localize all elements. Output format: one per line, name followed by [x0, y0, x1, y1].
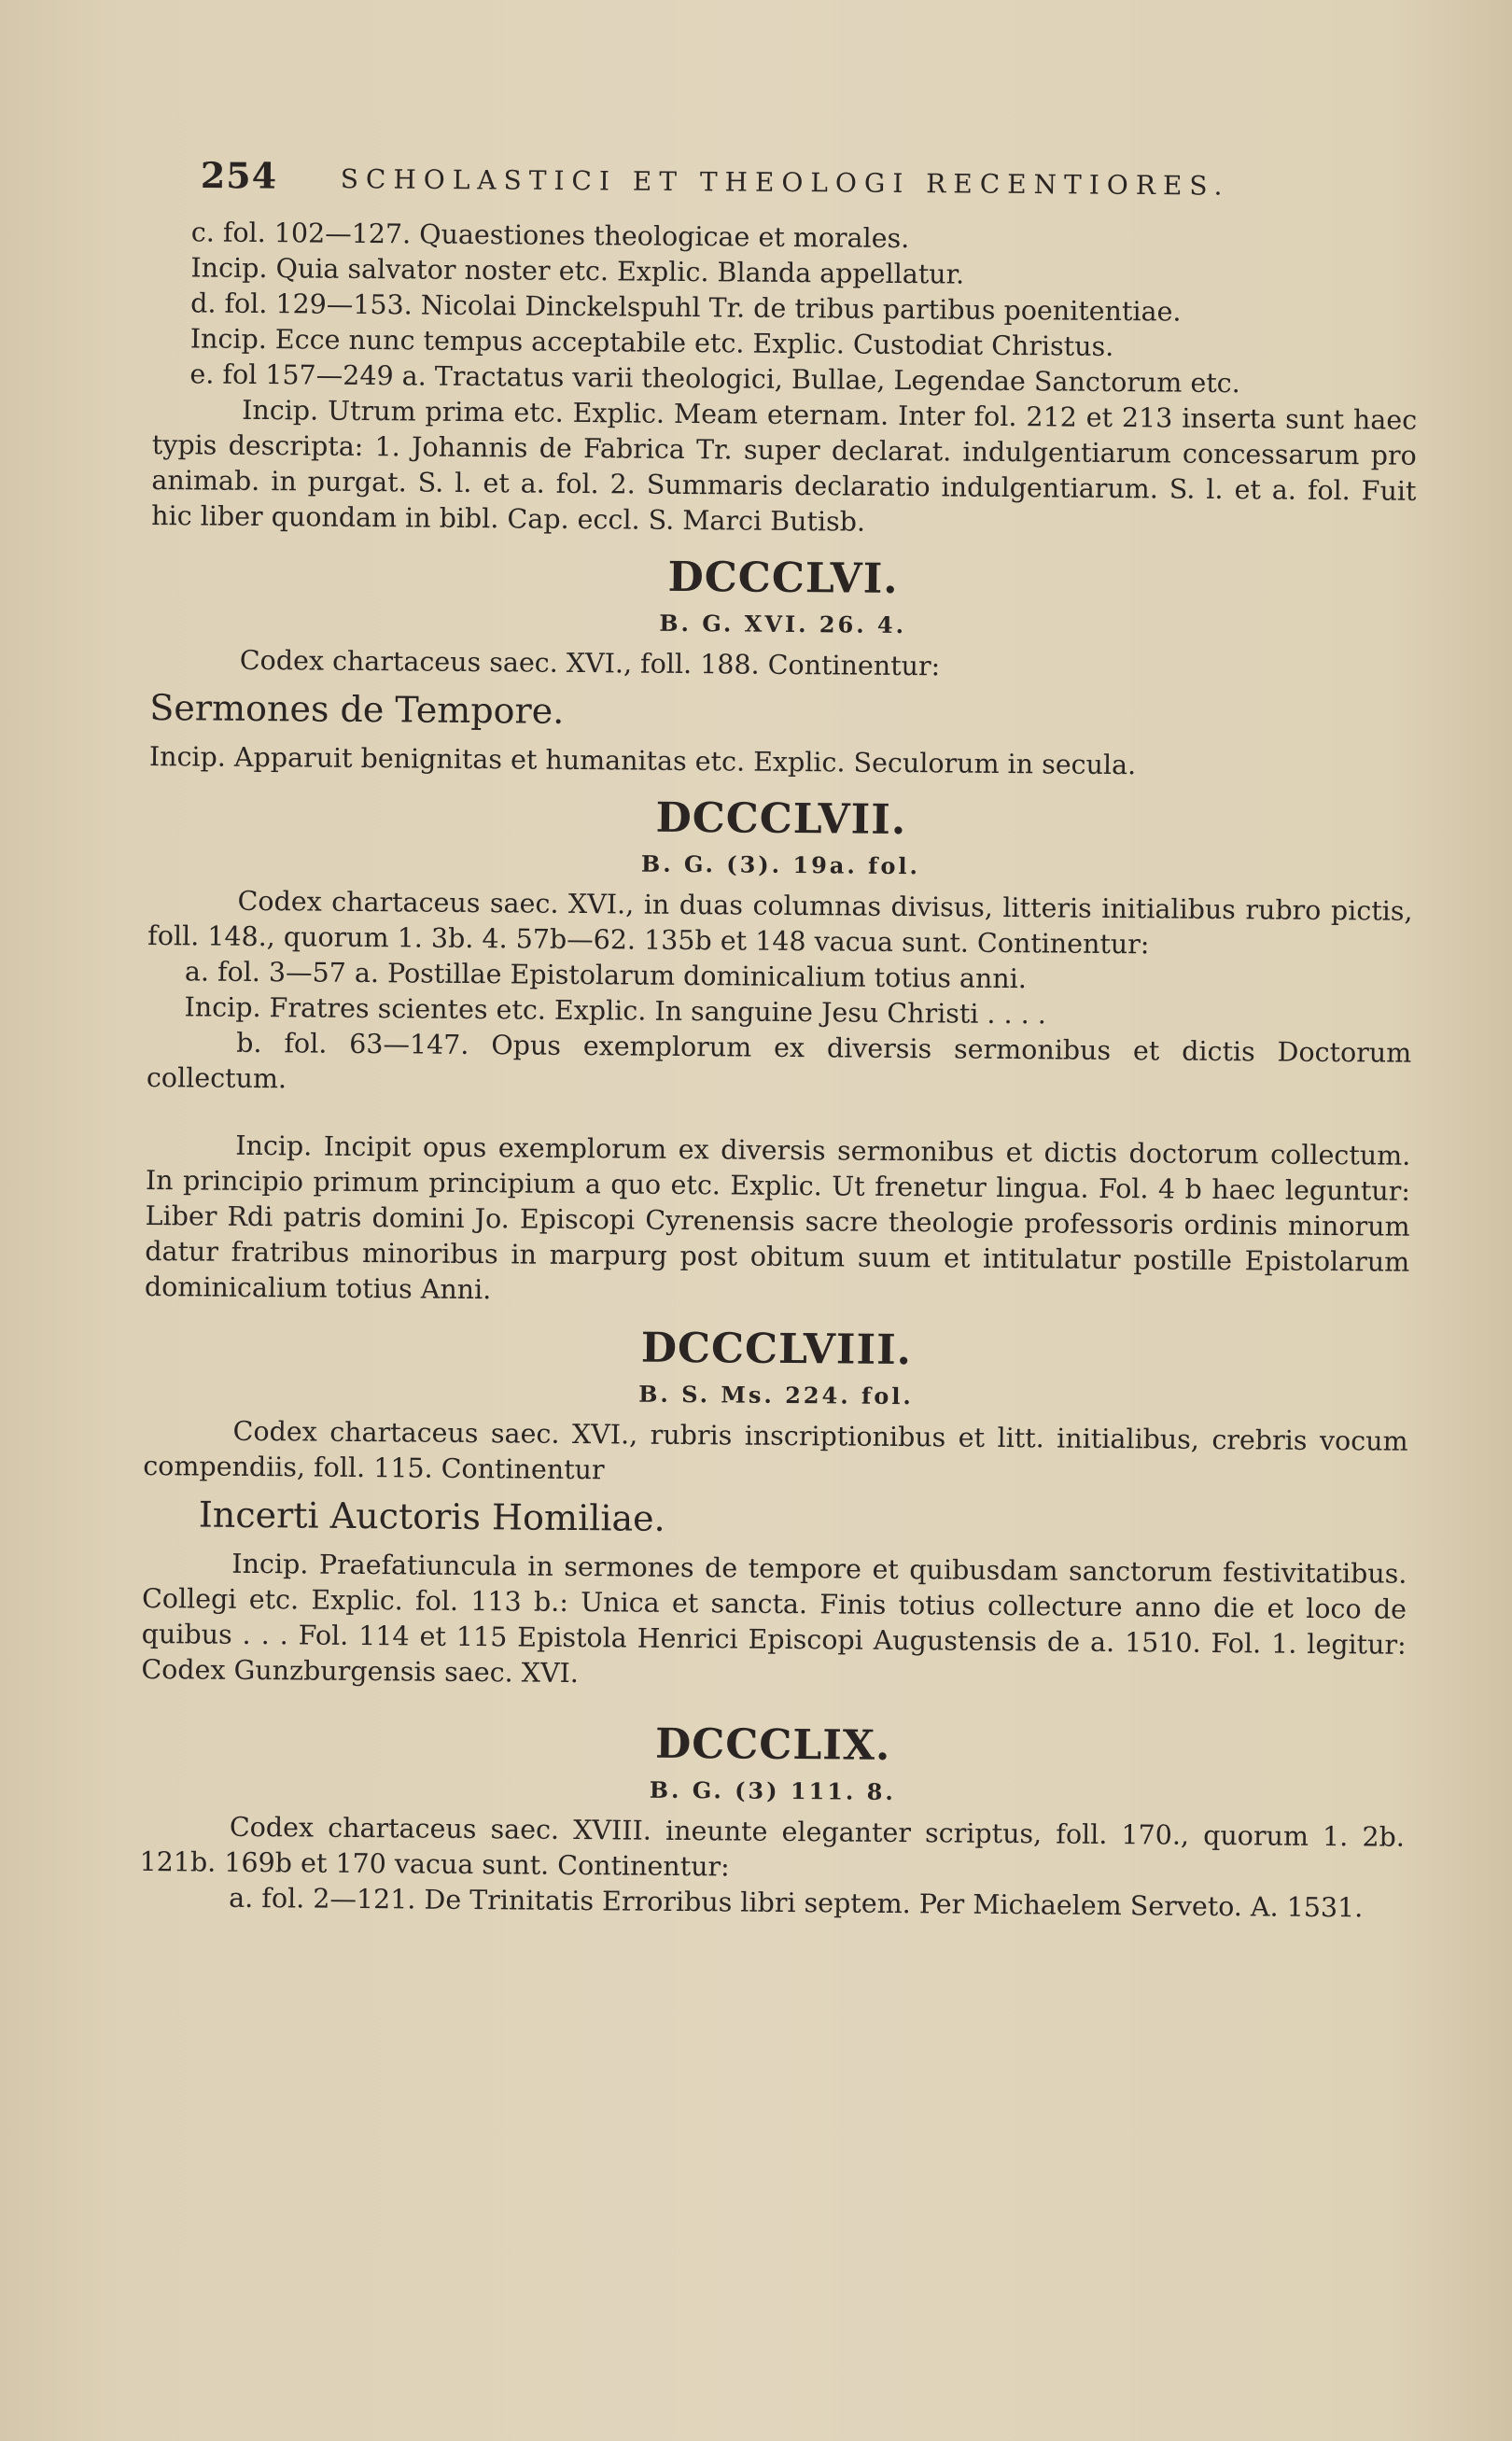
paragraph: Incip. Quia salvator noster etc. Explic. Blanda appellatur. [190, 252, 965, 290]
paragraph: Incip. Praefatiuncula in sermones de tempore et quibusdam sanctorum festivitatibus. Collegi etc. Explic. fol. 113 b.: Unica et sancta. Finis totius collecture anno die et loco de quibus . . . Fol. 114 et 115 Epistola Henrici Episcopi Augustensis de a. 1510. Fol. 1. legitur: Codex Gunzburgensis saec. XVI. [141, 1548, 1407, 1690]
catalog-entry [149, 547, 1416, 786]
shelf-mark: B. G. (3) 111. 8. [649, 1775, 896, 1805]
page-content [139, 215, 1419, 1927]
paragraph: Incip. Utrum prima etc. Explic. Meam eternam. Inter fol. 212 et 213 inserta sunt haec typis descripta: 1. Johannis de Fabrica Tr. super declarat. indulgentiarum concessarum pro animab. in purgat. S. l. et a. fol. 2. Summaris declaratio indulgentiarum. S. l. et a. fol. Fuit hic liber quondam in bibl. Cap. eccl. S. Marci Butisb. [151, 394, 1418, 538]
paragraph: d. fol. 129—153. Nicolai Dinckelspuhl Tr. de tribus partibus poenitentiae. [190, 288, 1182, 328]
entry-number: DCCCLIX. [654, 1719, 891, 1770]
page-number: 254 [200, 154, 278, 197]
paragraph: Incip. Incipit opus exemplorum ex diversis sermonibus et dictis doctorum collectum. In principio primum principium a quo etc. Explic. Ut frenetur lingua. Fol. 4 b haec leguntur: Liber Rdi patris domini Jo. Episcopi Cyrenensis sacre theologie professoris ordinis minorum datur fratribus minoribus in marpurg post obitum suum et intitulatur postille Epistolarum dominicalium totius Anni. [144, 1129, 1411, 1306]
codex-description: Codex chartaceus saec. XVI., foll. 188. Continentur: [239, 644, 941, 682]
running-head: SCHOLASTICI ET THEOLOGI RECENTIORES. [340, 163, 1230, 202]
paragraph: c. fol. 102—127. Quaestiones theologicae et morales. [190, 217, 910, 255]
paragraph: Incip. Fratres scientes etc. Explic. In sanguine Jesu Christi . . . . [184, 991, 1047, 1031]
continued-entry [151, 215, 1419, 545]
shelf-mark: B. G. XVI. 26. 4. [659, 609, 907, 639]
codex-description: Codex chartaceus saec. XVI., rubris inscriptionibus et litt. initialibus, crebris vocum compendiis, foll. 115. Continentur [143, 1415, 1408, 1486]
paragraph: a. fol. 3—57 a. Postillae Epistolarum dominicalium totius anni. [184, 956, 1027, 995]
paragraph: a. fol. 2—121. De Trinitatis Erroribus libri septem. Per Michaelem Serveto. A. 1531. [229, 1882, 1364, 1924]
paragraph: Incip. Ecce nunc tempus acceptabile etc. Explic. Custodiat Christus. [189, 323, 1114, 362]
work-title: Incerti Auctoris Homiliae. [198, 1494, 665, 1539]
shelf-mark: B. G. (3). 19a. fol. [640, 849, 921, 880]
codex-description: Codex chartaceus saec. XVI., in duas columnas divisus, litteris initialibus rubro pictis, foll. 148., quorum 1. 3b. 4. 57b—62. 135b et 148 vacua sunt. Continentur: [147, 885, 1413, 961]
catalog-entry [141, 1318, 1408, 1699]
entry-number: DCCCLVI. [667, 553, 899, 603]
catalog-entry [139, 1714, 1406, 1927]
paragraph: Incip. Apparuit benignitas et humanitas etc. Explic. Seculorum in secula. [148, 740, 1137, 781]
paragraph: e. fol 157—249 a. Tractatus varii theologici, Bullae, Legendae Sanctorum etc. [189, 358, 1240, 400]
catalog-entry [145, 788, 1414, 1316]
shelf-mark: B. S. Ms. 224. fol. [638, 1380, 914, 1410]
work-title: Sermones de Tempore. [149, 686, 565, 732]
entry-number: DCCCLVIII. [640, 1324, 913, 1375]
paragraph: b. fol. 63—147. Opus exemplorum ex diversis sermonibus et dictis Doctorum collectum. [146, 1027, 1412, 1095]
page-header [201, 154, 1307, 218]
codex-description: Codex chartaceus saec. XVIII. ineunte eleganter scriptus, foll. 170., quorum 1. 2b. 121b. 169b et 170 vacua sunt. Continentur: [139, 1811, 1406, 1883]
entry-number: DCCCLVII. [655, 793, 907, 845]
